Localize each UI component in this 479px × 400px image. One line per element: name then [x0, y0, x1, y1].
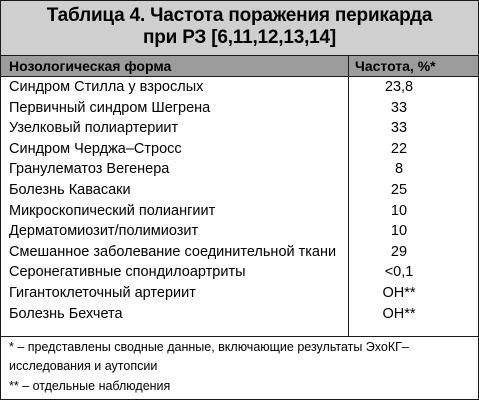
table-row: [1, 221, 478, 242]
table-row: [1, 201, 478, 222]
cell-name: Синдром Стилла у взрослых: [9, 79, 204, 95]
cell-name: Синдром Черджа–Стросс: [9, 140, 182, 157]
cell-frequency: ОН**: [382, 305, 416, 322]
cell-frequency: 33: [390, 120, 408, 137]
cell-frequency: 29: [390, 243, 408, 260]
table-row: [1, 139, 478, 160]
cell-frequency: 25: [390, 181, 408, 198]
caption-line-1: Таблица 4. Частота поражения перикарда: [46, 5, 433, 26]
header-nosological-form: Нозологическая форма: [9, 58, 172, 74]
cell-frequency: 10: [390, 223, 408, 240]
cell-name: Первичный синдром Шегрена: [9, 99, 211, 116]
caption-line-2: при РЗ [6,11,12,13,14]: [142, 27, 337, 48]
table-caption: [1, 1, 478, 56]
table-row: [1, 180, 478, 201]
cell-name: Микроскопический полиангиит: [9, 202, 216, 219]
cell-name: Смешанное заболевание соединительной ткани: [9, 243, 337, 260]
cell-name: Гранулематоз Вегенера: [9, 161, 170, 178]
footnote-1-continuation: исследования и аутопсии: [9, 359, 158, 373]
footnote-2: ** – отдельные наблюдения: [9, 379, 171, 393]
table-row: [1, 118, 478, 139]
cell-name: Дерматомиозит/полимиозит: [9, 223, 199, 240]
cell-name: Гигантоклеточный артериит: [9, 284, 196, 301]
table-footnotes: [1, 336, 478, 400]
cell-name: Узелковый полиартериит: [9, 120, 179, 137]
cell-name: Болезнь Бехчета: [9, 305, 123, 322]
cell-frequency: ОН**: [382, 284, 416, 301]
cell-name: Болезнь Кавасаки: [9, 181, 131, 198]
cell-frequency: 10: [390, 202, 408, 219]
cell-frequency: 23,8: [384, 79, 414, 95]
cell-name: Серонегативные спондилоартриты: [9, 264, 246, 281]
table-row: [1, 77, 478, 98]
table-row: [1, 159, 478, 180]
table-row: [1, 98, 478, 119]
cell-frequency: 8: [394, 161, 404, 178]
cell-frequency: 33: [390, 99, 408, 116]
header-frequency: Частота, %*: [355, 58, 436, 74]
table-row: [1, 283, 478, 304]
footnote-1: * – представлены сводные данные, включающие результаты ЭхоКГ–: [9, 340, 409, 354]
table-header-row: [1, 56, 478, 77]
table-body: [1, 77, 478, 324]
table-row: [1, 262, 478, 283]
table-row: [1, 304, 478, 325]
cell-frequency: <0,1: [384, 264, 414, 281]
table-row: [1, 242, 478, 263]
cell-frequency: 22: [390, 140, 408, 157]
